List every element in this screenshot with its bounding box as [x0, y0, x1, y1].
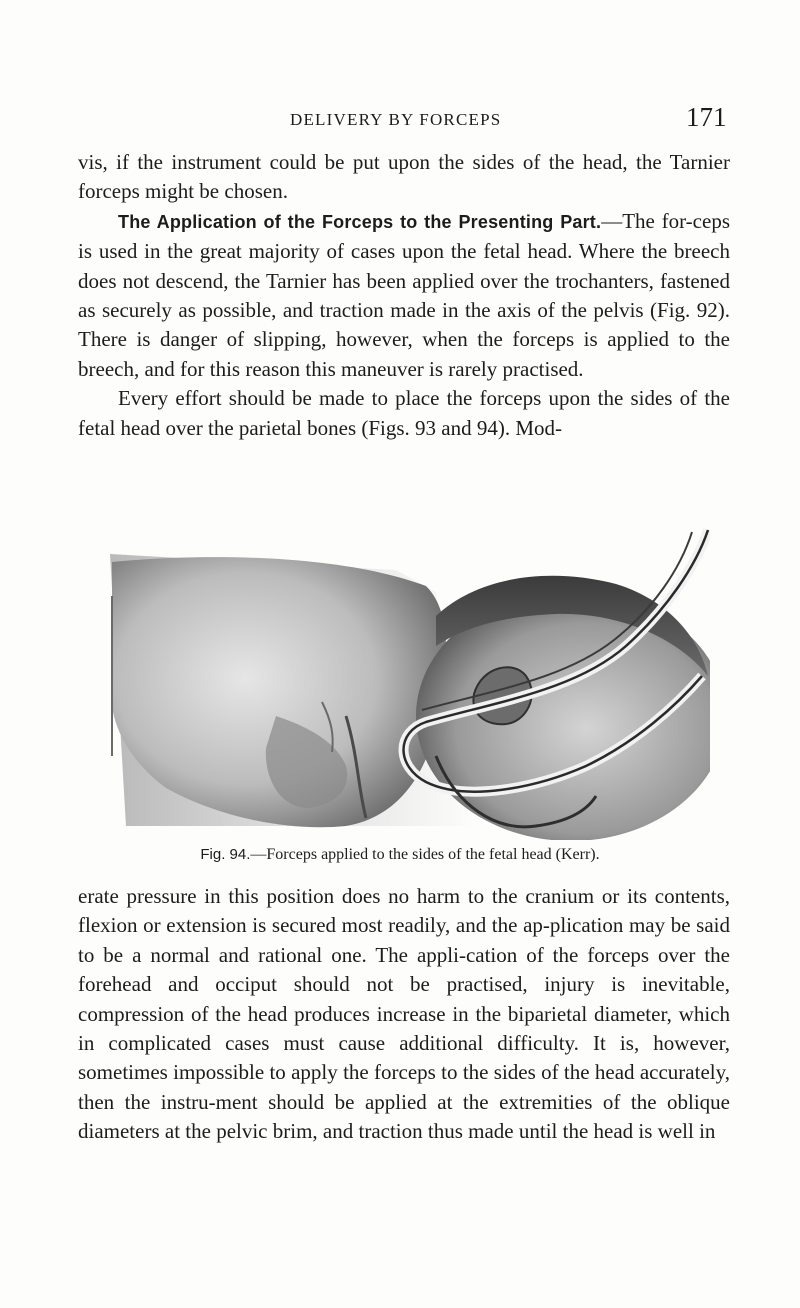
figure-caption: [0, 846, 800, 864]
figure-caption-label: Fig. 94.: [200, 846, 251, 863]
running-title: DELIVERY BY FORCEPS: [290, 110, 502, 129]
paragraph: Every effort should be made to place the forceps upon the sides of the fetal head over the parietal bones (Figs. 93 and 94). Mod-: [78, 386, 730, 440]
page-number: 171: [686, 102, 727, 132]
figure-caption-text: —Forceps applied to the sides of the fetal head (Kerr).: [250, 846, 600, 863]
paragraph-text: —The for-ceps is used in the great majority of cases upon the fetal head. Where the breech does not descend, the Tarnier has been applied over the trochanters, fastened as securely as possible, and traction made in the axis of the pelvis (Fig. 92). There is danger of slipping, however, when the forceps is applied to the breech, and for this reason this maneuver is rarely practised.: [78, 208, 730, 381]
paragraph: vis, if the instrument could be put upon the sides of the head, the Tarnier forceps might be chosen.: [78, 150, 730, 204]
paragraph: erate pressure in this position does no harm to the cranium or its contents, flexion or extension is secured most readily, and the ap-plication may be said to be a normal and rational one. The appli-cation of the forceps over the forehead and occiput should not be practised, injury is inevitable, compression of the head produces increase in the biparietal diameter, which in complicated cases must cause additional difficulty. It is, however, sometimes impossible to apply the forceps to the sides of the head accurately, then the instru-ment should be applied at the extremities of the oblique diameters at the pelvic brim, and traction thus made until the head is well in: [78, 884, 730, 1144]
running-head: [0, 102, 800, 138]
section-heading: The Application of the Forceps to the Presenting Part.: [118, 211, 602, 232]
forceps-illustration: [96, 526, 710, 840]
figure-forceps-on-fetal-head: [96, 526, 710, 840]
body-text-bottom: [78, 882, 730, 1147]
paragraph-with-heading: [78, 207, 730, 384]
body-text-top: [78, 148, 730, 443]
